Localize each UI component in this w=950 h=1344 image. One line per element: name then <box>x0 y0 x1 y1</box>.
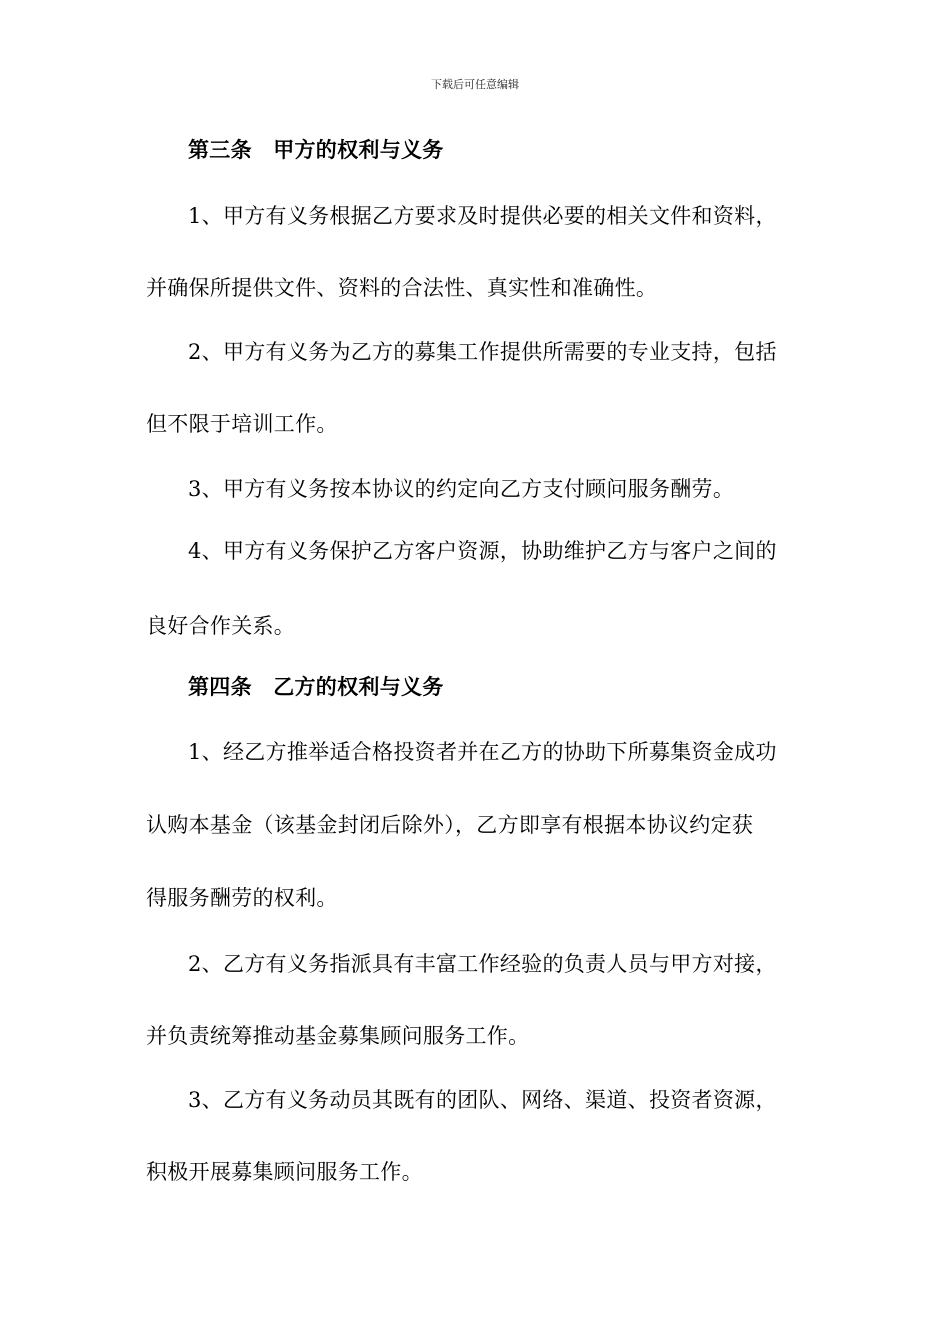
article-3-heading: 第三条 甲方的权利与义务 <box>188 138 444 162</box>
paragraph-line: 积极开展募集顾问服务工作。 <box>146 1160 423 1184</box>
article-4-heading: 第四条 乙方的权利与义务 <box>188 675 444 699</box>
paragraph-line: 2、甲方有义务为乙方的募集工作提供所需要的专业支持，包括 <box>188 340 777 364</box>
paragraph-line: 认购本基金（该基金封闭后除外），乙方即享有根据本协议约定获 <box>146 813 754 837</box>
paragraph-line: 4、甲方有义务保护乙方客户资源，协助维护乙方与客户之间的 <box>188 539 777 563</box>
paragraph-line: 但不限于培训工作。 <box>146 412 338 436</box>
paragraph-line: 2、乙方有义务指派具有丰富工作经验的负责人员与甲方对接， <box>188 952 777 976</box>
paragraph-line: 得服务酬劳的权利。 <box>146 886 338 910</box>
paragraph-line: 并确保所提供文件、资料的合法性、真实性和准确性。 <box>146 276 658 300</box>
paragraph-line: 1、甲方有义务根据乙方要求及时提供必要的相关文件和资料， <box>188 204 777 228</box>
paragraph-line: 3、乙方有义务动员其既有的团队、网络、渠道、投资者资源， <box>188 1088 777 1112</box>
paragraph-line: 良好合作关系。 <box>146 614 296 638</box>
page-header: 下载后可任意编辑 <box>431 78 519 91</box>
paragraph-line: 并负责统筹推动基金募集顾问服务工作。 <box>146 1024 530 1048</box>
paragraph-line: 3、甲方有义务按本协议的约定向乙方支付顾问服务酬劳。 <box>188 477 735 501</box>
paragraph-line: 1、经乙方推举适合格投资者并在乙方的协助下所募集资金成功 <box>188 740 777 764</box>
